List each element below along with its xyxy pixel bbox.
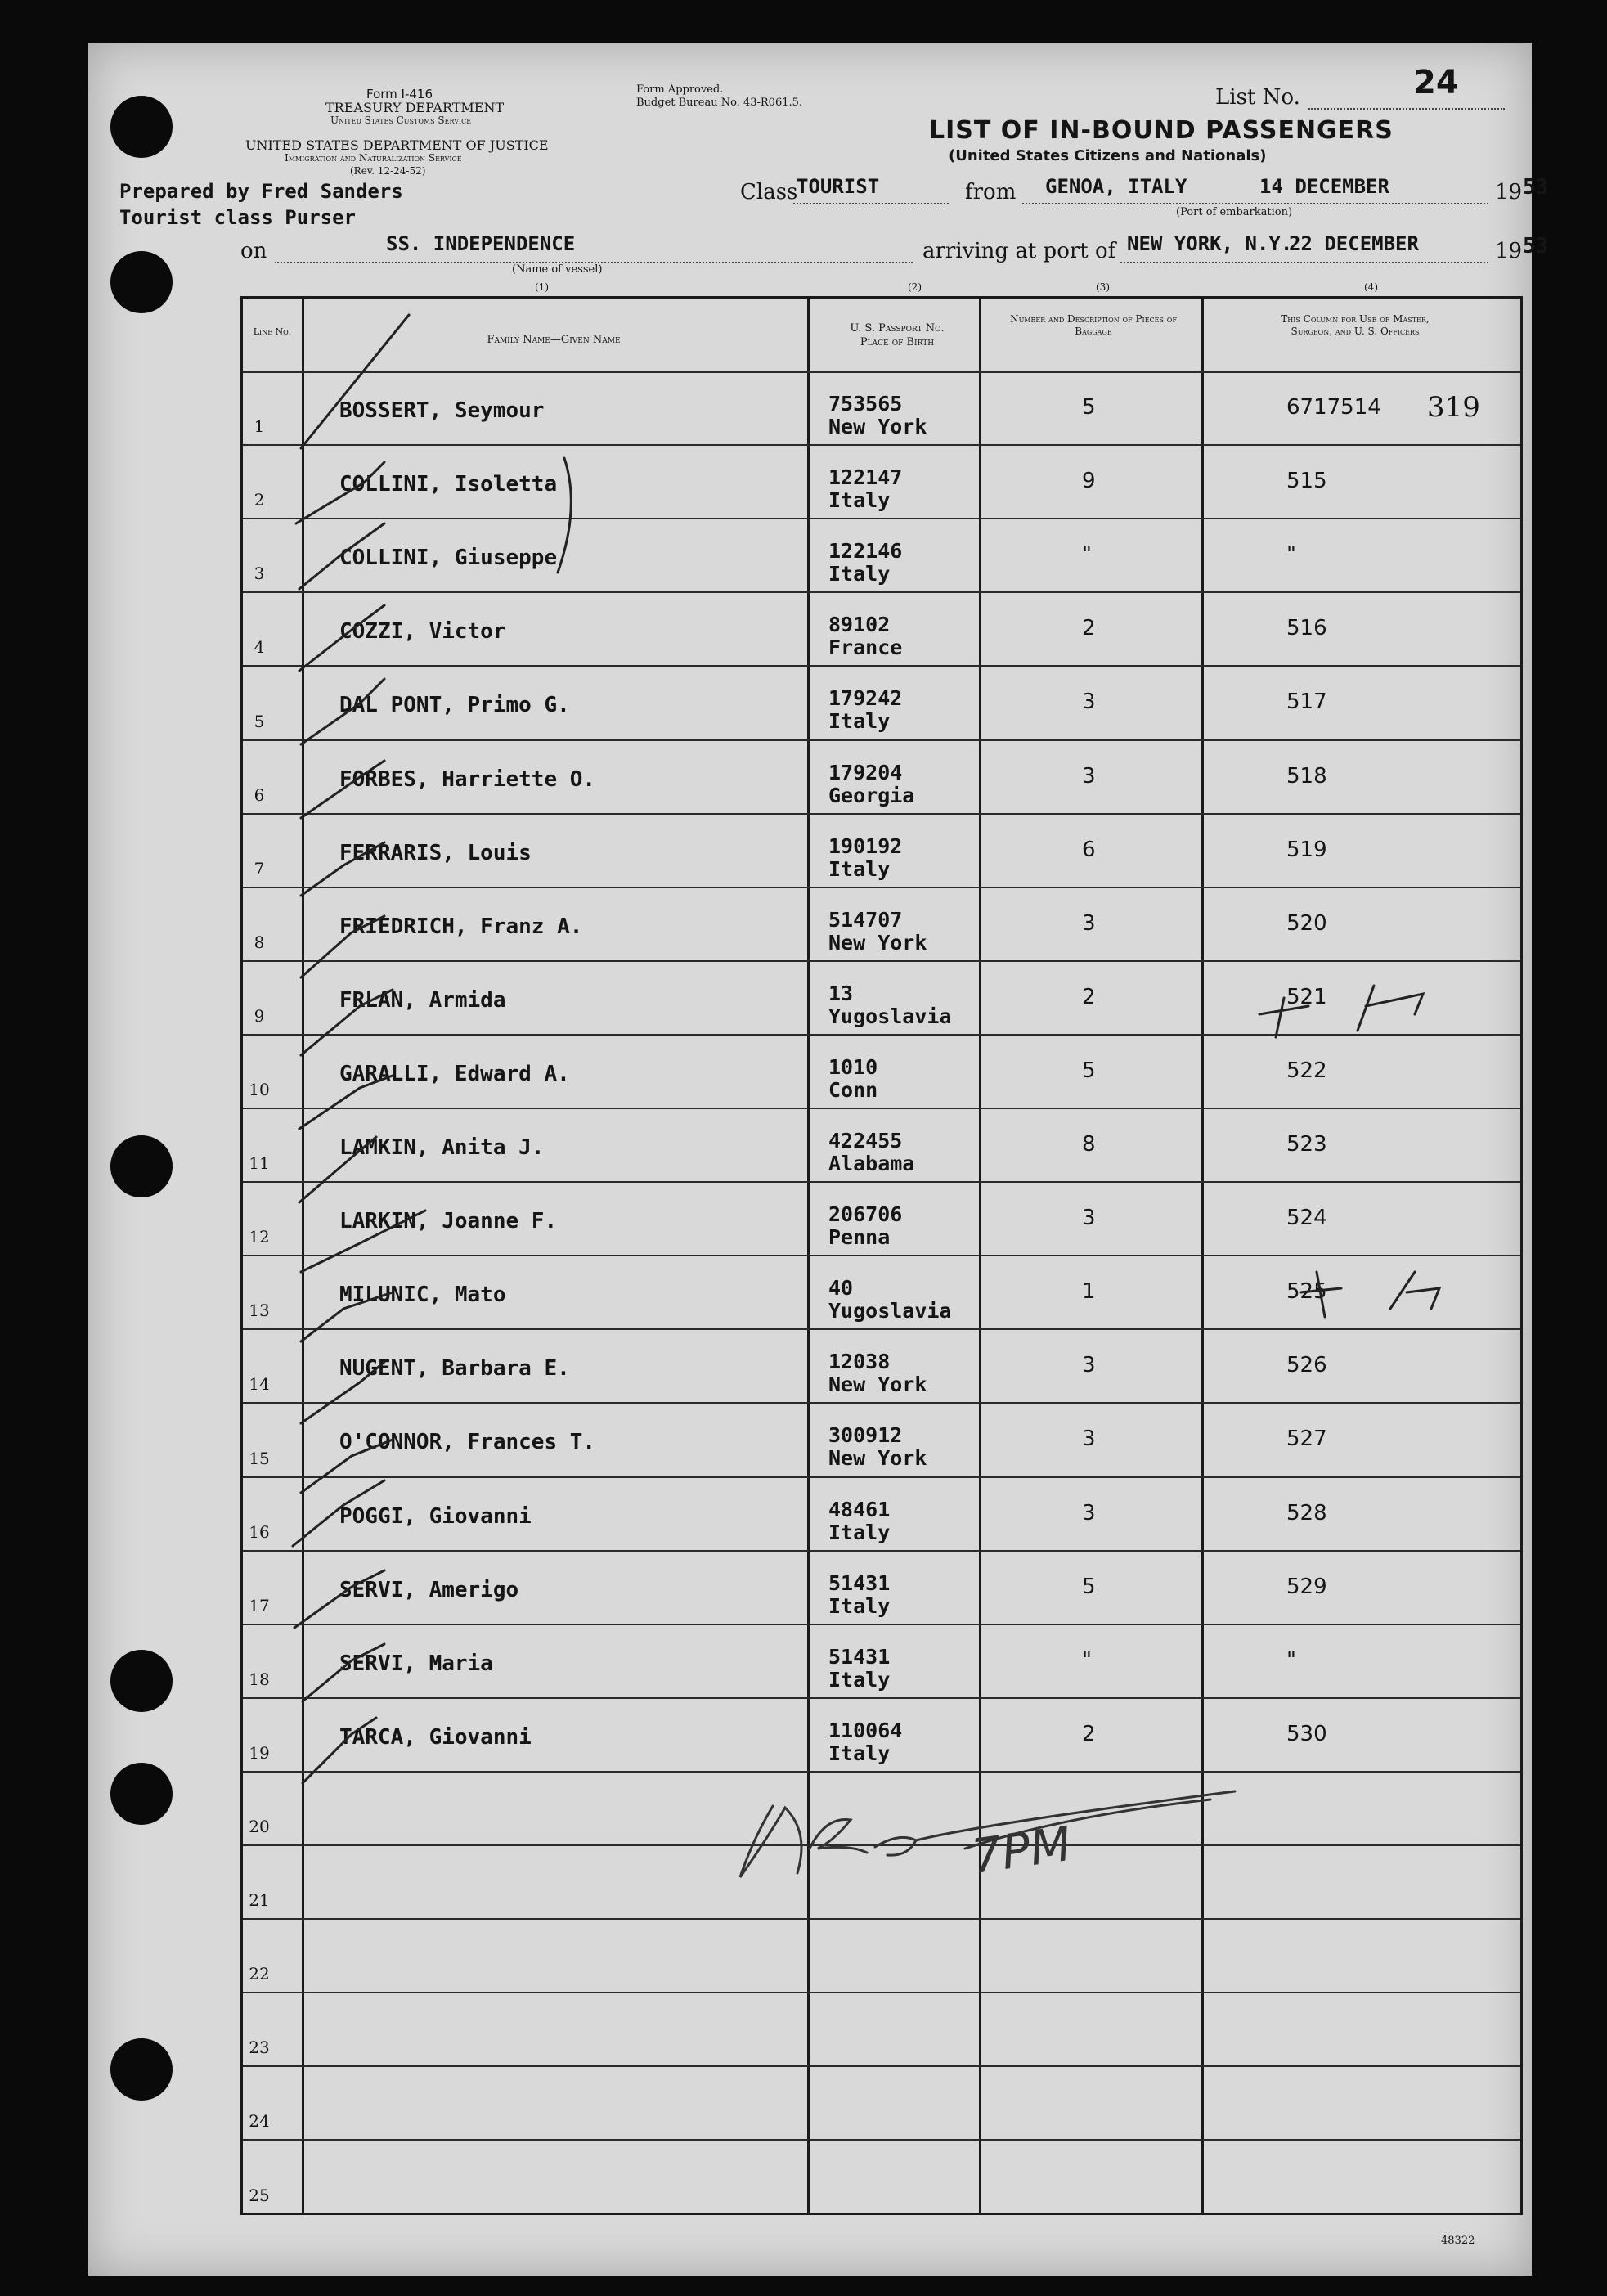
revision-date: (Rev. 12-24-52) bbox=[350, 165, 426, 177]
birthplace: Italy bbox=[828, 1667, 891, 1692]
passenger-name: COLLINI, Isoletta bbox=[339, 472, 558, 497]
passport-number: 12038 bbox=[828, 1350, 891, 1374]
passport-number: 122147 bbox=[828, 465, 903, 490]
birthplace: New York bbox=[828, 930, 927, 955]
line-number: 16 bbox=[249, 1521, 270, 1542]
officer-number: 523 bbox=[1286, 1132, 1327, 1157]
baggage-count: 5 bbox=[1082, 1058, 1096, 1083]
depart-year: 53 bbox=[1523, 175, 1549, 200]
col-num-2: (2) bbox=[908, 281, 922, 293]
line-number: 20 bbox=[249, 1817, 270, 1836]
document-subtitle: (United States Citizens and Nationals) bbox=[949, 147, 1267, 164]
line-number: 22 bbox=[249, 1964, 270, 1984]
arrival-date: 22 DECEMBER bbox=[1289, 232, 1419, 255]
officer-number: 520 bbox=[1286, 910, 1327, 936]
passport-number: 514707 bbox=[828, 907, 903, 932]
passport-number: 1010 bbox=[828, 1054, 878, 1079]
officer-number: 519 bbox=[1286, 837, 1327, 862]
passenger-name: COLLINI, Giuseppe bbox=[339, 546, 558, 571]
birthplace: Yugoslavia bbox=[828, 1004, 952, 1028]
prepared-by: Prepared by Fred Sanders bbox=[119, 180, 403, 203]
officer-number: " bbox=[1286, 1647, 1296, 1673]
line-number: 8 bbox=[254, 932, 265, 952]
line-number: 21 bbox=[249, 1890, 270, 1911]
officer-number: 527 bbox=[1286, 1427, 1327, 1452]
vessel-caption: (Name of vessel) bbox=[512, 263, 603, 276]
passenger-name: O'CONNOR, Frances T. bbox=[339, 1430, 596, 1455]
list-no-label: List No. bbox=[1215, 85, 1300, 110]
header-line-no: Line No. bbox=[253, 326, 292, 337]
officer-number: 521 bbox=[1286, 984, 1327, 1009]
passport-number: 51431 bbox=[828, 1644, 891, 1669]
passenger-name: LAMKIN, Anita J. bbox=[339, 1135, 545, 1160]
arrival-year-prefix: 19 bbox=[1495, 239, 1523, 263]
passport-number: 753565 bbox=[828, 392, 903, 416]
officer-number: 516 bbox=[1286, 616, 1327, 641]
officer-number: 524 bbox=[1286, 1206, 1327, 1231]
baggage-count: 5 bbox=[1082, 395, 1096, 420]
passport-number: 51431 bbox=[828, 1570, 891, 1595]
line-number: 6 bbox=[254, 784, 265, 805]
signature-time: 7PM bbox=[967, 1815, 1075, 1885]
birthplace: New York bbox=[828, 415, 927, 438]
col-num-1: (1) bbox=[535, 281, 549, 293]
baggage-count: 1 bbox=[1082, 1279, 1096, 1305]
passport-number: 48461 bbox=[828, 1497, 891, 1521]
officer-number: 526 bbox=[1286, 1353, 1327, 1378]
passport-number: 40 bbox=[828, 1276, 854, 1301]
line-number: 25 bbox=[249, 2185, 270, 2205]
birthplace: France bbox=[828, 636, 903, 660]
baggage-count: 2 bbox=[1082, 984, 1096, 1009]
line-number: 9 bbox=[254, 1005, 265, 1026]
officer-number: 529 bbox=[1286, 1574, 1327, 1599]
birthplace: New York bbox=[828, 1373, 927, 1397]
birthplace: Italy bbox=[828, 488, 891, 513]
line-number: 18 bbox=[249, 1669, 270, 1689]
vessel-name: SS. INDEPENDENCE bbox=[386, 232, 576, 255]
line-number: 1 bbox=[254, 416, 265, 437]
line-number: 12 bbox=[249, 1227, 270, 1247]
arrival-port: NEW YORK, N.Y. bbox=[1127, 232, 1293, 255]
line-number: 3 bbox=[254, 564, 265, 584]
form-number: Form I-416 bbox=[366, 87, 433, 101]
on-label: on bbox=[240, 239, 267, 263]
birthplace: Italy bbox=[828, 562, 891, 586]
passenger-name: FRLAN, Armida bbox=[339, 987, 506, 1013]
passport-number: 206706 bbox=[828, 1202, 903, 1227]
class-label: Class bbox=[740, 180, 798, 204]
birthplace: Conn bbox=[828, 1077, 878, 1102]
form-approved: Form Approved. bbox=[636, 83, 724, 96]
passenger-name: FORBES, Harriette O. bbox=[339, 766, 596, 792]
officer-number: 522 bbox=[1286, 1058, 1327, 1083]
baggage-count: 3 bbox=[1082, 910, 1096, 936]
passenger-name: DAL PONT, Primo G. bbox=[339, 693, 570, 718]
line-number: 19 bbox=[249, 1742, 270, 1763]
document-title: LIST OF IN-BOUND PASSENGERS bbox=[929, 116, 1394, 145]
birthplace: Italy bbox=[828, 1593, 891, 1618]
baggage-count: 9 bbox=[1082, 469, 1096, 494]
customs-service: United States Customs Service bbox=[330, 115, 472, 126]
arriving-label: arriving at port of bbox=[922, 239, 1116, 263]
embark-caption: (Port of embarkation) bbox=[1176, 206, 1293, 218]
from-label: from bbox=[965, 180, 1017, 204]
baggage-count: 3 bbox=[1082, 1353, 1096, 1378]
passenger-name: MILUNIC, Mato bbox=[339, 1283, 506, 1308]
baggage-count: 3 bbox=[1082, 690, 1096, 715]
embark-port: GENOA, ITALY bbox=[1045, 175, 1187, 198]
passport-number: 300912 bbox=[828, 1423, 903, 1448]
birthplace: Italy bbox=[828, 1520, 891, 1544]
passenger-name: SERVI, Amerigo bbox=[339, 1577, 519, 1602]
col-num-4: (4) bbox=[1364, 281, 1378, 293]
passenger-name: GARALLI, Edward A. bbox=[339, 1061, 570, 1086]
passenger-name: FRIEDRICH, Franz A. bbox=[339, 914, 583, 939]
officer-number: 530 bbox=[1286, 1721, 1327, 1746]
officer-number: " bbox=[1286, 542, 1296, 568]
passport-number: 422455 bbox=[828, 1129, 903, 1152]
passenger-name: SERVI, Maria bbox=[339, 1651, 493, 1676]
baggage-count: 5 bbox=[1082, 1574, 1096, 1599]
baggage-count: 3 bbox=[1082, 1500, 1096, 1525]
officer-number: 517 bbox=[1286, 690, 1327, 715]
list-number: 24 bbox=[1413, 64, 1459, 101]
passenger-name: TARCA, Giovanni bbox=[339, 1724, 532, 1750]
header-passport: U. S. Passport No. Place of Birth bbox=[850, 322, 945, 348]
line-number: 13 bbox=[249, 1301, 270, 1321]
row1-extra-number: 319 bbox=[1427, 391, 1480, 424]
arrival-year: 53 bbox=[1523, 234, 1549, 258]
line-number: 23 bbox=[249, 2038, 270, 2058]
officer-number: 515 bbox=[1286, 469, 1327, 494]
line-number: 2 bbox=[254, 490, 265, 510]
baggage-count: 3 bbox=[1082, 763, 1096, 789]
line-number: 14 bbox=[249, 1374, 270, 1395]
passenger-name: BOSSERT, Seymour bbox=[339, 398, 545, 423]
birthplace: New York bbox=[828, 1446, 927, 1471]
birthplace: Italy bbox=[828, 1741, 891, 1765]
check-mark bbox=[301, 315, 409, 448]
form-code: 48322 bbox=[1441, 2235, 1475, 2247]
birthplace: Georgia bbox=[828, 783, 915, 807]
birthplace: Italy bbox=[828, 709, 891, 734]
depart-year-prefix: 19 bbox=[1495, 180, 1523, 204]
immigration-service: Immigration and Naturalization Service bbox=[285, 152, 462, 164]
birthplace: Yugoslavia bbox=[828, 1299, 952, 1323]
baggage-count: 8 bbox=[1082, 1132, 1096, 1157]
passenger-name: POGGI, Giovanni bbox=[339, 1503, 532, 1529]
treasury-dept: TREASURY DEPARTMENT bbox=[325, 100, 505, 115]
baggage-count: " bbox=[1082, 542, 1092, 568]
line-number: 7 bbox=[254, 858, 265, 878]
passport-number: 179242 bbox=[828, 686, 903, 711]
baggage-count: 3 bbox=[1082, 1427, 1096, 1452]
passport-number: 13 bbox=[828, 981, 854, 1005]
justice-dept: UNITED STATES DEPARTMENT OF JUSTICE bbox=[245, 137, 549, 153]
birthplace: Penna bbox=[828, 1225, 891, 1250]
passport-number: 89102 bbox=[828, 613, 891, 637]
baggage-count: 2 bbox=[1082, 616, 1096, 641]
line-number: 11 bbox=[249, 1153, 270, 1174]
budget-bureau: Budget Bureau No. 43-R061.5. bbox=[636, 97, 803, 109]
line-number: 15 bbox=[249, 1448, 270, 1468]
birthplace: Italy bbox=[828, 856, 891, 881]
passenger-name: NUGENT, Barbara E. bbox=[339, 1356, 570, 1382]
passport-number: 110064 bbox=[828, 1718, 903, 1742]
header-name: Family Name—Given Name bbox=[487, 334, 621, 346]
officer-number: 525 bbox=[1286, 1279, 1327, 1305]
passenger-name: LARKIN, Joanne F. bbox=[339, 1209, 558, 1234]
line-number: 4 bbox=[254, 637, 265, 658]
officer-number: 528 bbox=[1286, 1500, 1327, 1525]
header-officers: This Column for Use of Master, Surgeon, and U. S. Officers bbox=[1281, 313, 1430, 337]
preparer-position: Tourist class Purser bbox=[119, 206, 356, 229]
officer-number: 6717514 bbox=[1286, 395, 1381, 420]
baggage-count: 2 bbox=[1082, 1721, 1096, 1746]
depart-date: 14 DECEMBER bbox=[1259, 175, 1389, 198]
birthplace: Alabama bbox=[828, 1152, 915, 1175]
passport-number: 179204 bbox=[828, 760, 903, 784]
class-value: TOURIST bbox=[797, 175, 880, 198]
line-number: 10 bbox=[249, 1080, 270, 1099]
passport-number: 190192 bbox=[828, 833, 903, 858]
header-baggage: Number and Description of Pieces of Baggage bbox=[1010, 313, 1177, 337]
baggage-count: 3 bbox=[1082, 1206, 1096, 1231]
col-num-3: (3) bbox=[1096, 281, 1110, 293]
line-number: 17 bbox=[249, 1595, 270, 1615]
line-number: 24 bbox=[249, 2111, 270, 2132]
officer-number: 518 bbox=[1286, 763, 1327, 789]
baggage-count: " bbox=[1082, 1647, 1092, 1673]
passport-number: 122146 bbox=[828, 539, 903, 564]
line-number: 5 bbox=[254, 711, 265, 731]
passenger-name: FERRARIS, Louis bbox=[339, 840, 532, 865]
passenger-name: COZZI, Victor bbox=[339, 619, 506, 645]
baggage-count: 6 bbox=[1082, 837, 1096, 862]
